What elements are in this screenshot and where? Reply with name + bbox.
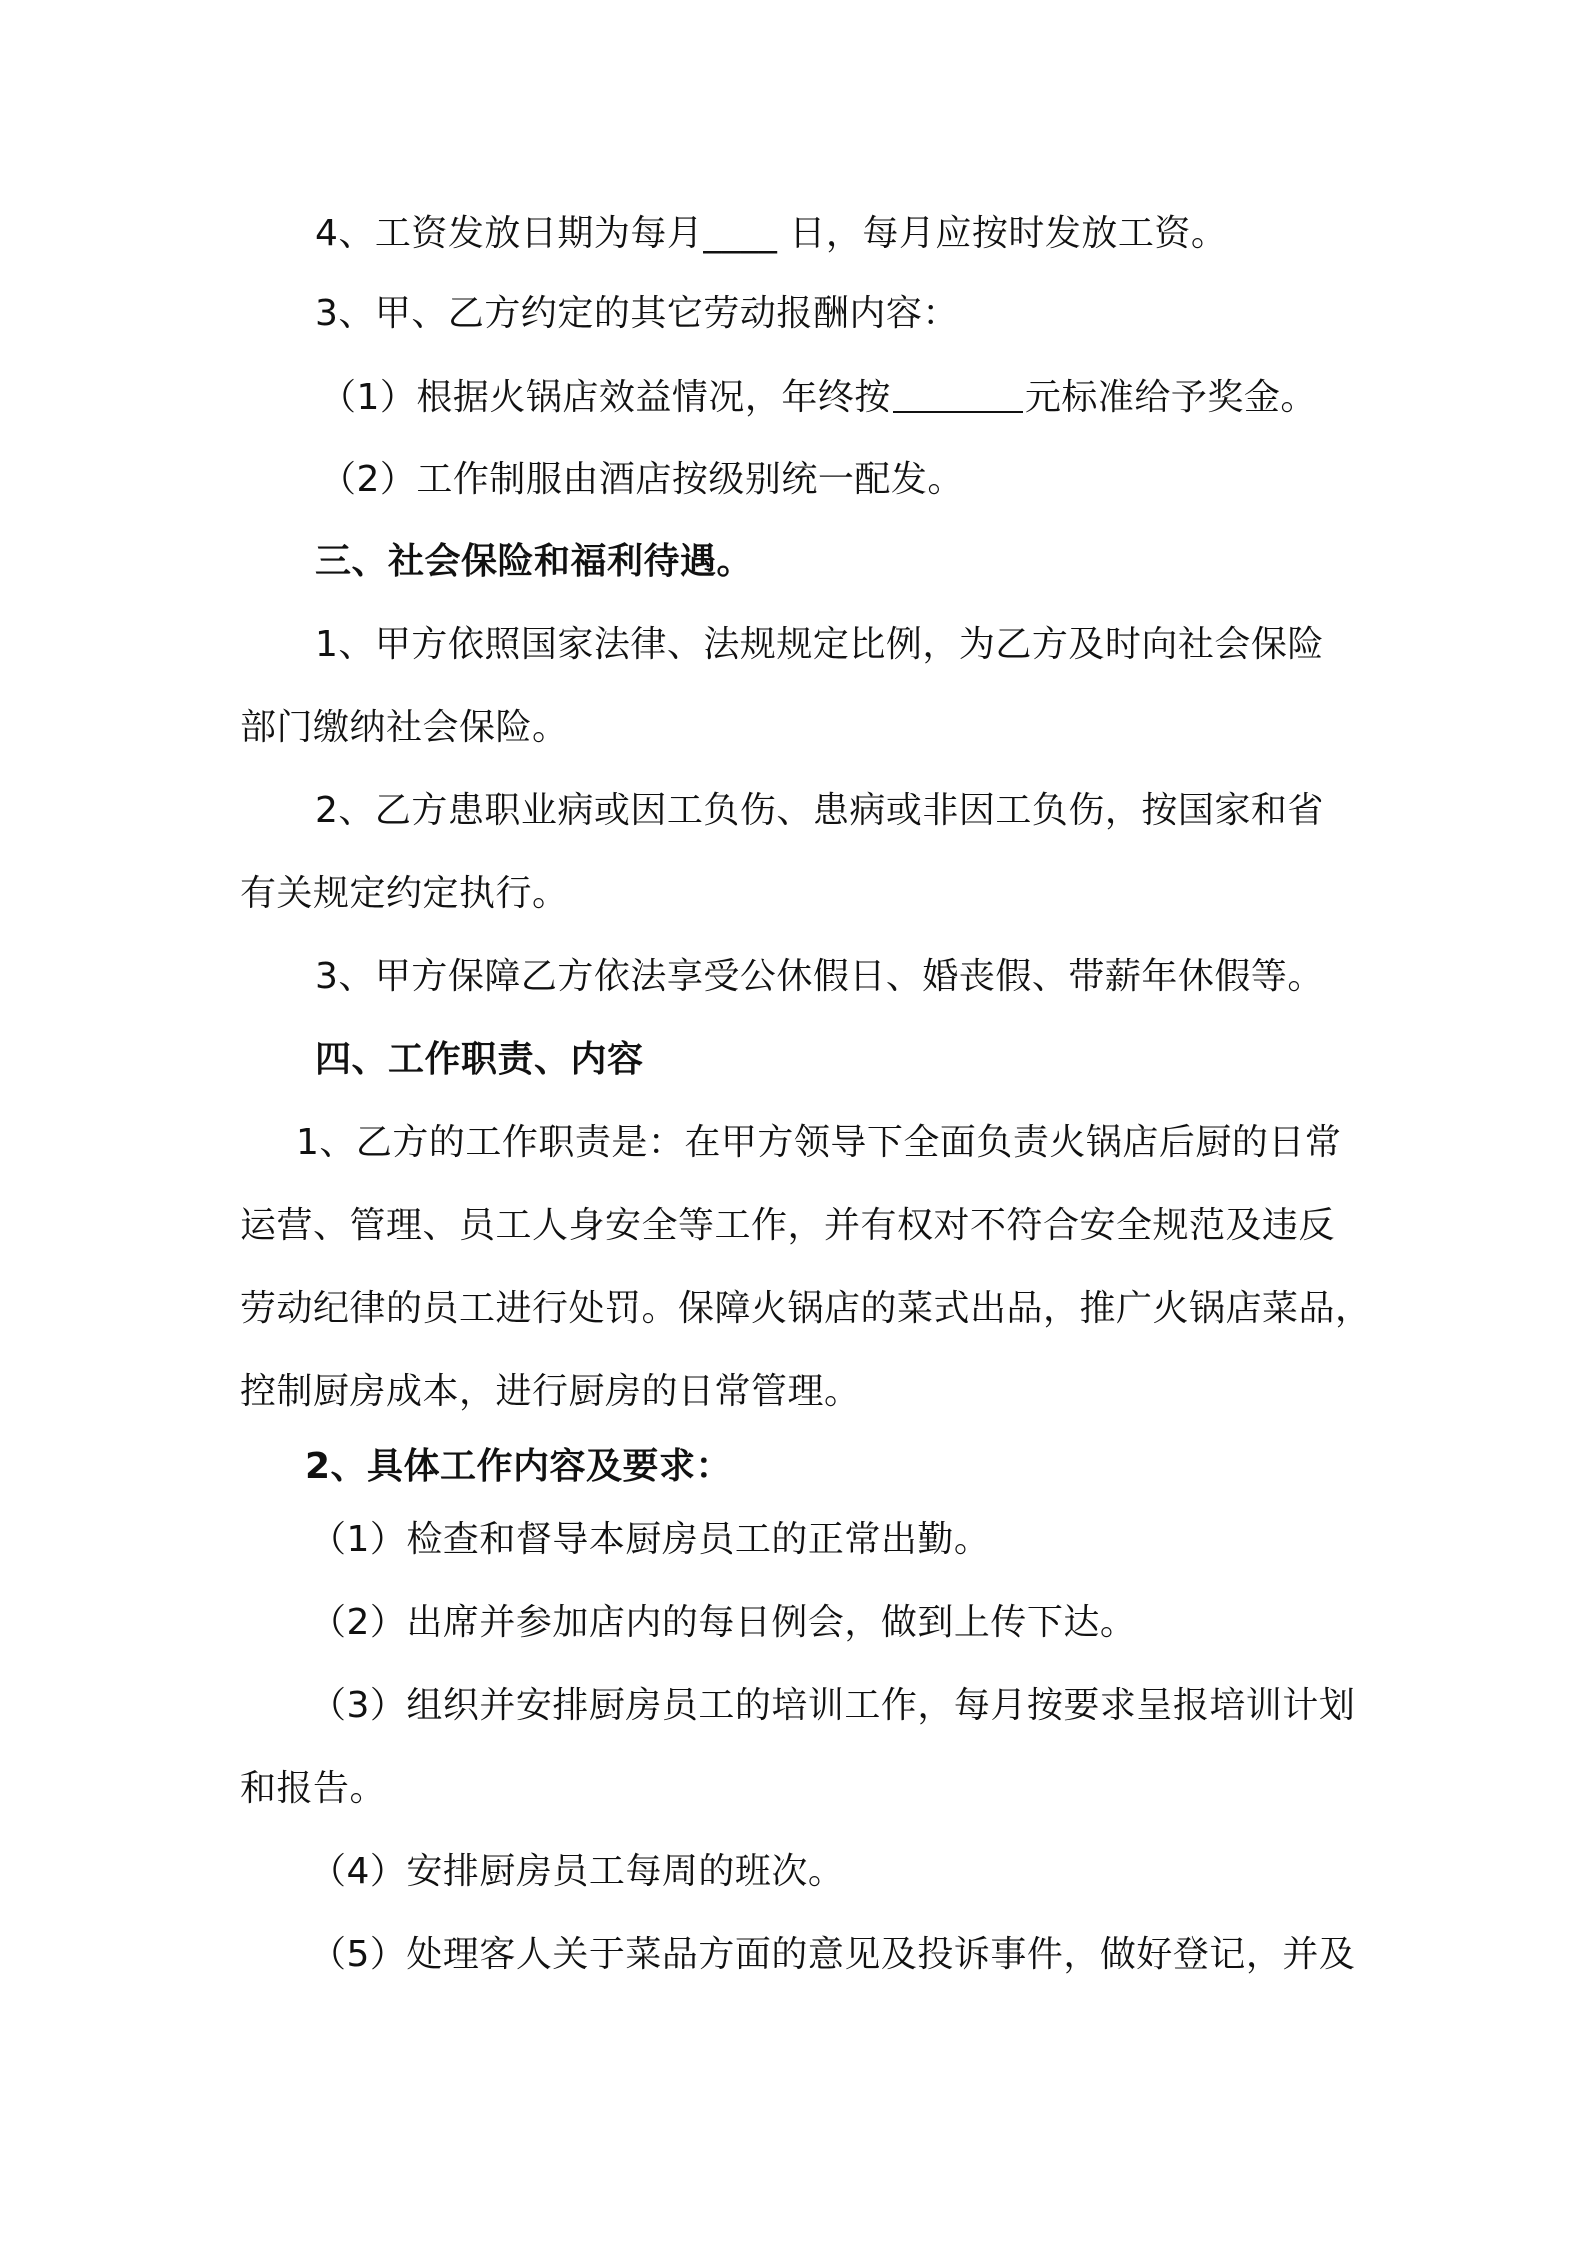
task-item-1: （1）检查和督导本厨房员工的正常出勤。	[310, 1519, 991, 1560]
para-uniform: （2）工作制服由酒店按级别统一配发。	[320, 459, 964, 500]
section-heading-duties: 四、工作职责、内容	[315, 1039, 644, 1080]
task-item-5: （5）处理客人关于菜品方面的意见及投诉事件，做好登记，并及	[310, 1934, 1356, 1975]
section-heading-social-insurance: 三、社会保险和福利待遇。	[315, 541, 754, 582]
para-insurance-1b: 部门缴纳社会保险。	[240, 707, 569, 748]
bonus-text-after: 元标准给予奖金。	[1024, 377, 1317, 418]
para-insurance-2b: 有关规定约定执行。	[240, 873, 569, 914]
para-insurance-3: 3、甲方保障乙方依法享受公休假日、婚丧假、带薪年休假等。	[315, 956, 1324, 997]
task-item-4: （4）安排厨房员工每周的班次。	[310, 1851, 845, 1892]
task-item-3a: （3）组织并安排厨房员工的培训工作，每月按要求呈报培训计划	[310, 1685, 1356, 1726]
task-item-3b: 和报告。	[240, 1768, 387, 1809]
para-insurance-2a: 2、乙方患职业病或因工负伤、患病或非因工负伤，按国家和省	[315, 790, 1324, 831]
para-insurance-1a: 1、甲方依照国家法律、法规规定比例，为乙方及时向社会保险	[315, 624, 1324, 665]
para-year-end-bonus	[320, 376, 1317, 420]
para-duties-1d: 控制厨房成本，进行厨房的日常管理。	[240, 1371, 861, 1412]
task-item-2: （2）出席并参加店内的每日例会，做到上传下达。	[310, 1602, 1137, 1643]
bonus-text-before: （1）根据火锅店效益情况，年终按	[320, 377, 891, 418]
subheading-specific-tasks: 2、具体工作内容及要求：	[305, 1446, 733, 1487]
para-duties-1c: 劳动纪律的员工进行处罚。保障火锅店的菜式出品，推广火锅店菜品，	[240, 1288, 1372, 1329]
para-wage-date: 4、工资发放日期为每月____ 日，每月应按时发放工资。	[315, 213, 1228, 254]
bonus-amount-blank	[893, 377, 1023, 413]
para-duties-1b: 运营、管理、员工人身安全等工作，并有权对不符合安全规范及违反	[240, 1205, 1336, 1246]
para-duties-1a: 1、乙方的工作职责是：在甲方领导下全面负责火锅店后厨的日常	[296, 1122, 1342, 1163]
para-other-remuneration: 3、甲、乙方约定的其它劳动报酬内容：	[315, 293, 959, 334]
